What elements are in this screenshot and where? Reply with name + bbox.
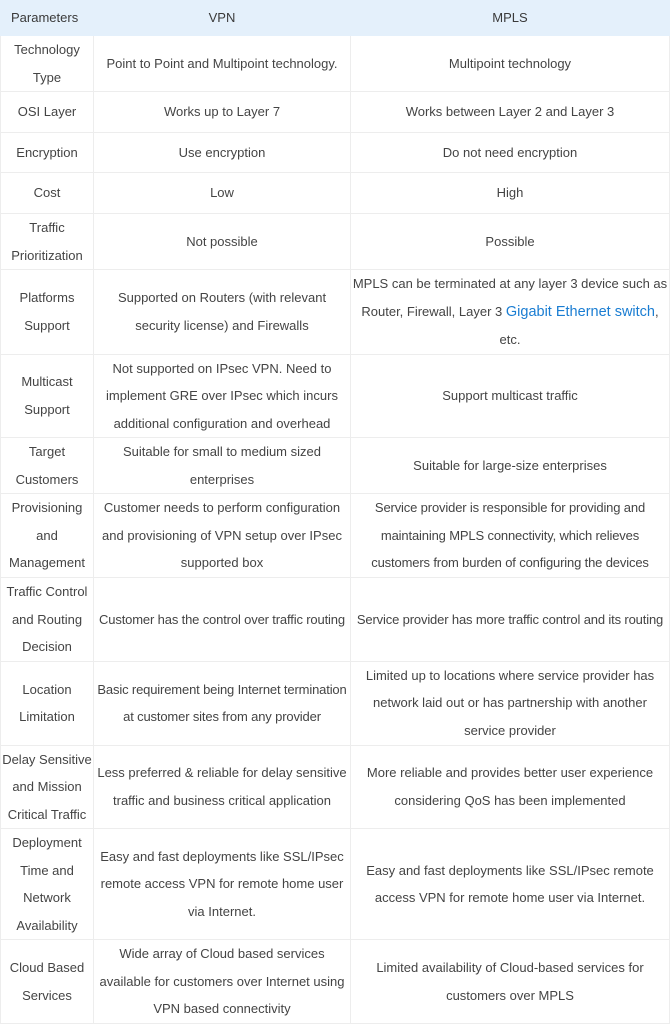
param-cell: Encryption xyxy=(1,133,94,173)
mpls-cell: More reliable and provides better user experience considering QoS has been implemented xyxy=(351,745,670,829)
table-row xyxy=(1,214,670,270)
vpn-cell: Supported on Routers (with relevant security license) and Firewalls xyxy=(94,270,351,355)
vpn-cell: Not possible xyxy=(94,214,351,270)
table-row xyxy=(1,36,670,92)
vpn-cell: Point to Point and Multipoint technology. xyxy=(94,36,351,92)
mpls-text-pre: MPLS can be terminated at any layer 3 device such as Router, Firewall, Layer 3 xyxy=(352,276,668,319)
mpls-cell: Suitable for large-size enterprises xyxy=(351,438,670,494)
param-cell: Platforms Support xyxy=(1,270,94,355)
header-parameters: Parameters xyxy=(1,1,94,36)
table-body xyxy=(1,36,670,1024)
table-row xyxy=(1,270,670,355)
mpls-cell: Works between Layer 2 and Layer 3 xyxy=(351,92,670,133)
vpn-cell: Suitable for small to medium sized enterprises xyxy=(94,438,351,494)
vpn-cell: Use encryption xyxy=(94,133,351,173)
header-row xyxy=(1,1,670,36)
mpls-cell: High xyxy=(351,173,670,214)
header-vpn: VPN xyxy=(94,1,351,36)
mpls-cell: Service provider is responsible for providing and maintaining MPLS connectivity, which relieves customers from burden of configuring the devices xyxy=(351,494,670,578)
vpn-cell: Basic requirement being Internet termination at customer sites from any provider xyxy=(94,661,351,745)
mpls-cell: Possible xyxy=(351,214,670,270)
table-row xyxy=(1,173,670,214)
table-row xyxy=(1,578,670,662)
table-row xyxy=(1,494,670,578)
gigabit-ethernet-switch-link[interactable]: Gigabit Ethernet switch xyxy=(505,303,655,320)
mpls-cell: Multipoint technology xyxy=(351,36,670,92)
table-row xyxy=(1,133,670,173)
mpls-text-post: , etc. xyxy=(499,303,659,347)
header-mpls: MPLS xyxy=(351,1,670,36)
mpls-cell: Limited up to locations where service provider has network laid out or has partnership with another service provider xyxy=(351,661,670,745)
vpn-cell: Easy and fast deployments like SSL/IPsec remote access VPN for remote home user via Internet. xyxy=(94,829,351,940)
param-cell: Target Customers xyxy=(1,438,94,494)
vpn-cell: Not supported on IPsec VPN. Need to implement GRE over IPsec which incurs additional configuration and overhead xyxy=(94,354,351,438)
table-row xyxy=(1,661,670,745)
mpls-cell: Service provider has more traffic control and its routing xyxy=(351,578,670,662)
param-cell: Deployment Time and Network Availability xyxy=(1,829,94,940)
param-cell: Multicast Support xyxy=(1,354,94,438)
param-cell: Provisioning and Management xyxy=(1,494,94,578)
table-header xyxy=(1,1,670,36)
param-cell: Traffic Control and Routing Decision xyxy=(1,578,94,662)
table-row xyxy=(1,354,670,438)
mpls-cell: Do not need encryption xyxy=(351,133,670,173)
param-cell: Traffic Prioritization xyxy=(1,214,94,270)
vpn-cell: Low xyxy=(94,173,351,214)
param-cell: Delay Sensitive and Mission Critical Traffic xyxy=(1,745,94,829)
mpls-cell xyxy=(351,270,670,355)
param-cell: OSI Layer xyxy=(1,92,94,133)
vpn-cell: Works up to Layer 7 xyxy=(94,92,351,133)
param-cell: Cloud Based Services xyxy=(1,940,94,1024)
table-row xyxy=(1,829,670,940)
param-cell: Technology Type xyxy=(1,36,94,92)
mpls-cell: Easy and fast deployments like SSL/IPsec remote access VPN for remote home user via Internet. xyxy=(351,829,670,940)
table-row xyxy=(1,745,670,829)
table-row xyxy=(1,940,670,1024)
mpls-cell: Limited availability of Cloud-based services for customers over MPLS xyxy=(351,940,670,1024)
table-row xyxy=(1,92,670,133)
vpn-cell: Less preferred & reliable for delay sensitive traffic and business critical application xyxy=(94,745,351,829)
table-row xyxy=(1,438,670,494)
param-cell: Cost xyxy=(1,173,94,214)
mpls-cell: Support multicast traffic xyxy=(351,354,670,438)
vpn-cell: Customer needs to perform configuration and provisioning of VPN setup over IPsec supported box xyxy=(94,494,351,578)
vpn-cell: Customer has the control over traffic routing xyxy=(94,578,351,662)
vpn-cell: Wide array of Cloud based services available for customers over Internet using VPN based connectivity xyxy=(94,940,351,1024)
param-cell: Location Limitation xyxy=(1,661,94,745)
